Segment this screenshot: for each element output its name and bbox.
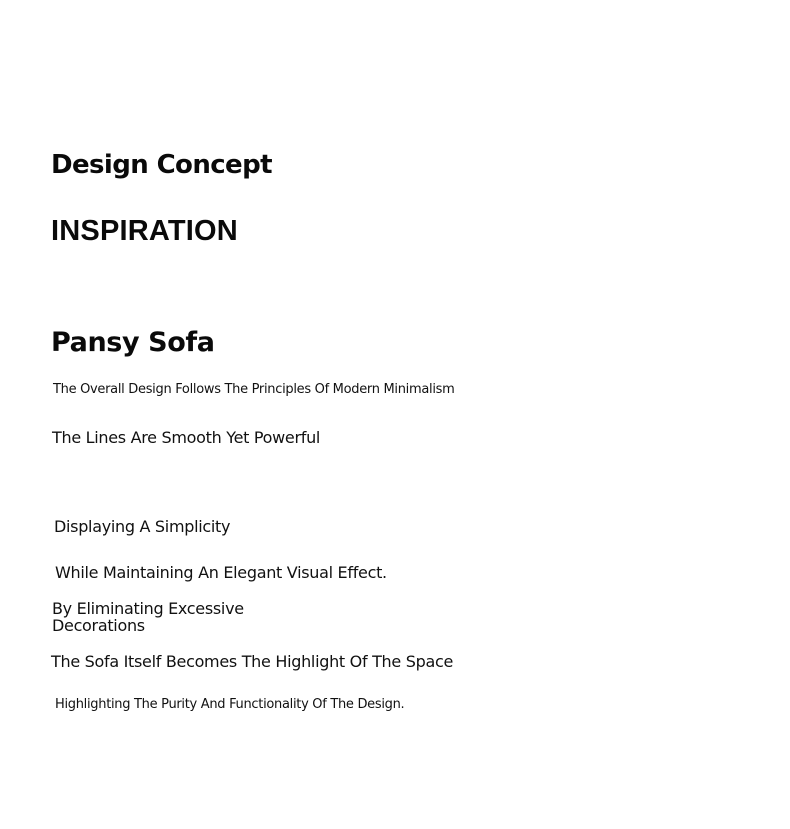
description-line-1: The Overall Design Follows The Principles Of Modern Minimalism (53, 382, 455, 397)
product-name: Pansy Sofa (51, 327, 215, 358)
description-line-6: The Sofa Itself Becomes The Highlight Of The Space (51, 652, 453, 671)
description-line-5: By Eliminating Excessive Decorations (52, 599, 244, 635)
description-line-7: Highlighting The Purity And Functionality Of The Design. (55, 697, 405, 712)
description-line-2: The Lines Are Smooth Yet Powerful (52, 428, 321, 447)
description-line-4: While Maintaining An Elegant Visual Effect. (55, 563, 387, 582)
section-subtitle: INSPIRATION (51, 215, 238, 247)
section-title: Design Concept (51, 150, 272, 180)
description-line-3: Displaying A Simplicity (54, 517, 231, 536)
